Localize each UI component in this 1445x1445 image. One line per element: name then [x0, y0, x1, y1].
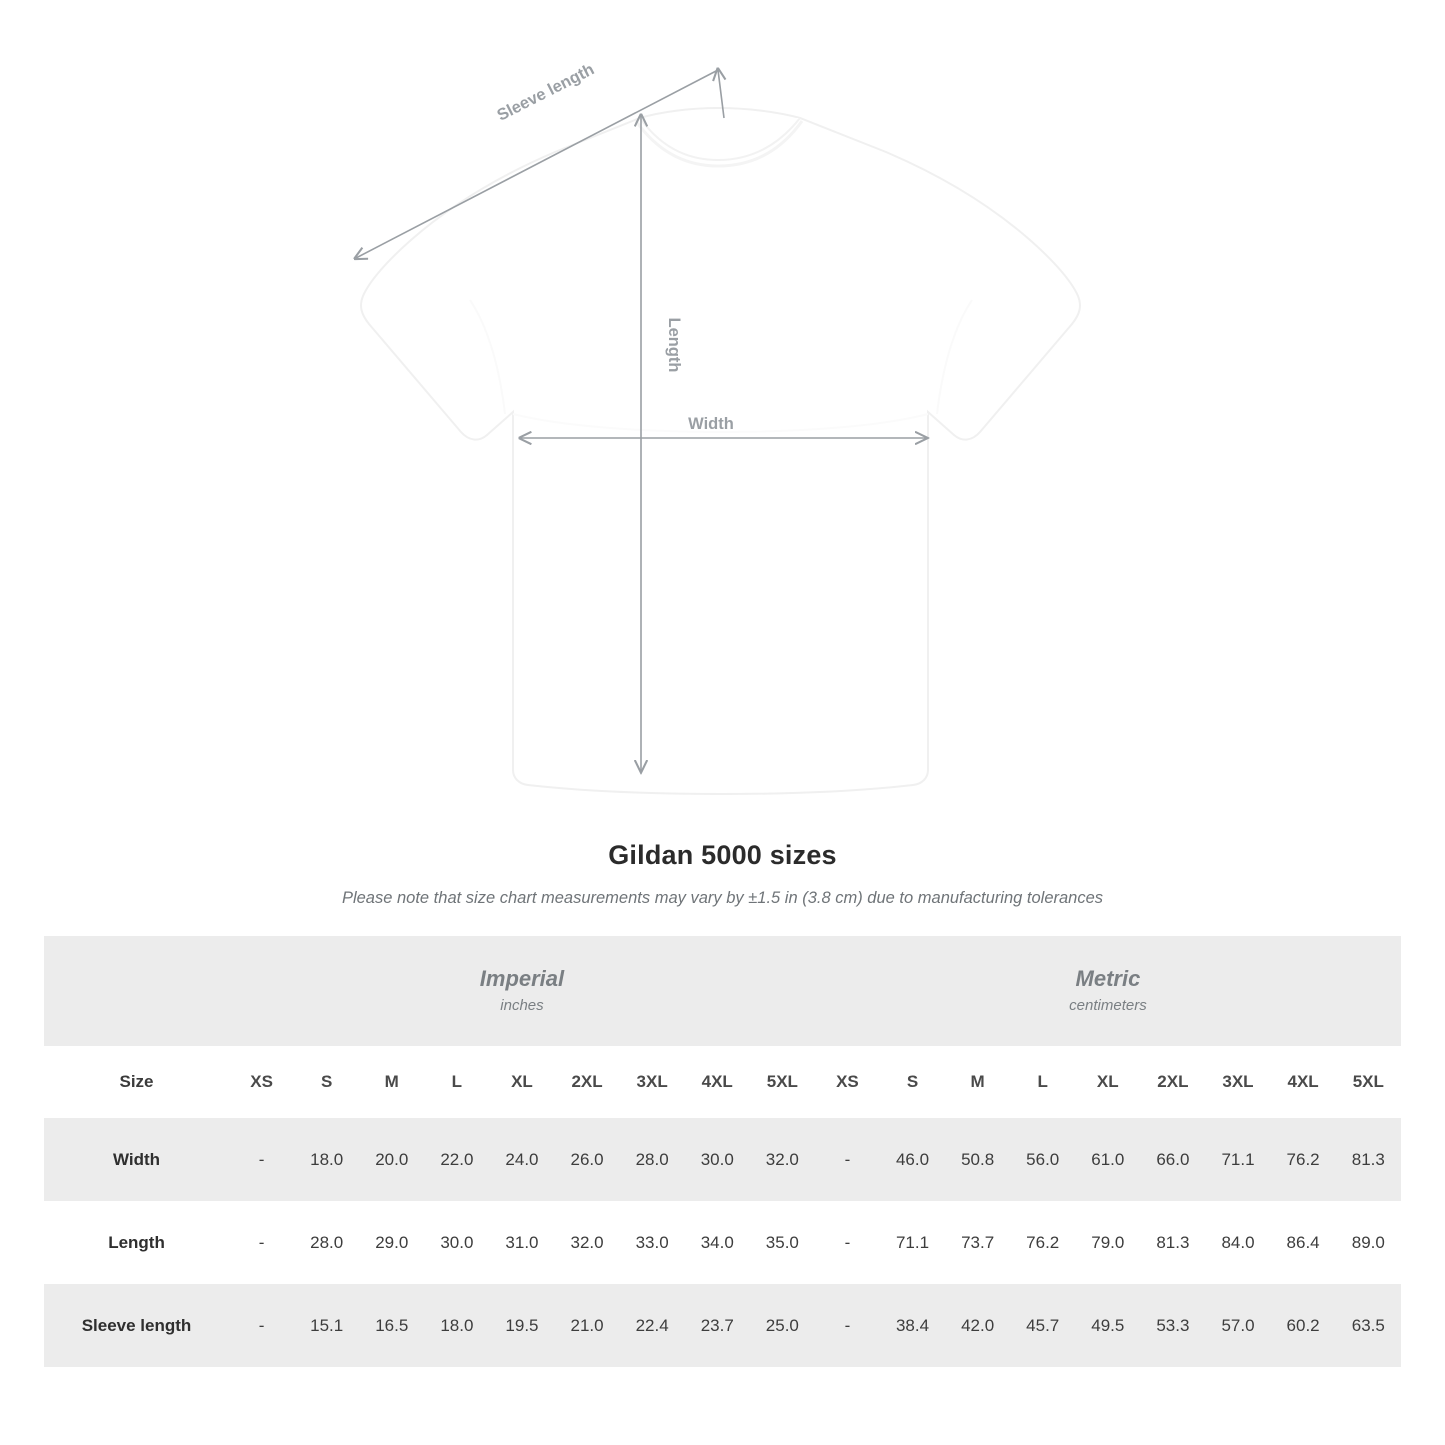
cell-width-imperial-xl: 24.0 — [489, 1118, 554, 1201]
cell-width-metric-xs: - — [815, 1118, 880, 1201]
cell-sleeve-imperial-m: 16.5 — [359, 1284, 424, 1367]
cell-width-metric-l: 56.0 — [1010, 1118, 1075, 1201]
size-col-metric-4xl: 4XL — [1271, 1046, 1336, 1118]
size-col-metric-3xl: 3XL — [1205, 1046, 1270, 1118]
size-header-row — [44, 1046, 1401, 1118]
cell-length-metric-2xl: 81.3 — [1140, 1201, 1205, 1284]
cell-sleeve-metric-l: 45.7 — [1010, 1284, 1075, 1367]
size-col-imperial-xs: XS — [229, 1046, 294, 1118]
size-col-imperial-xl: XL — [489, 1046, 554, 1118]
table-row-length — [44, 1201, 1401, 1284]
cell-width-imperial-l: 22.0 — [424, 1118, 489, 1201]
cell-width-metric-xl: 61.0 — [1075, 1118, 1140, 1201]
unit-group-imperial — [229, 936, 815, 1046]
cell-sleeve-metric-4xl: 60.2 — [1271, 1284, 1336, 1367]
cell-length-imperial-m: 29.0 — [359, 1201, 424, 1284]
cell-width-imperial-3xl: 28.0 — [620, 1118, 685, 1201]
size-col-metric-s: S — [880, 1046, 945, 1118]
cell-width-imperial-2xl: 26.0 — [555, 1118, 620, 1201]
size-col-metric-xs: XS — [815, 1046, 880, 1118]
unit-group-metric-sub: centimeters — [1069, 996, 1147, 1014]
table-row-width — [44, 1118, 1401, 1201]
size-col-metric-xl: XL — [1075, 1046, 1140, 1118]
sleeve-length-label: Sleeve length — [494, 60, 598, 125]
cell-length-metric-4xl: 86.4 — [1271, 1201, 1336, 1284]
cell-width-imperial-5xl: 32.0 — [750, 1118, 815, 1201]
cell-sleeve-metric-xl: 49.5 — [1075, 1284, 1140, 1367]
size-col-metric-2xl: 2XL — [1140, 1046, 1205, 1118]
unit-spacer — [44, 936, 229, 1046]
size-col-imperial-2xl: 2XL — [555, 1046, 620, 1118]
size-header-label: Size — [44, 1046, 229, 1118]
size-col-metric-5xl: 5XL — [1336, 1046, 1401, 1118]
cell-sleeve-imperial-4xl: 23.7 — [685, 1284, 750, 1367]
cell-width-imperial-xs: - — [229, 1118, 294, 1201]
cell-length-imperial-xl: 31.0 — [489, 1201, 554, 1284]
cell-width-metric-2xl: 66.0 — [1140, 1118, 1205, 1201]
row-label-width: Width — [44, 1118, 229, 1201]
unit-group-row — [44, 936, 1401, 1046]
cell-width-imperial-m: 20.0 — [359, 1118, 424, 1201]
unit-group-imperial-name: Imperial — [479, 966, 565, 992]
row-label-length: Length — [44, 1201, 229, 1284]
cell-sleeve-metric-s: 38.4 — [880, 1284, 945, 1367]
cell-sleeve-imperial-3xl: 22.4 — [620, 1284, 685, 1367]
tshirt-shape — [361, 108, 1080, 794]
length-label: Length — [665, 317, 683, 373]
size-col-imperial-4xl: 4XL — [685, 1046, 750, 1118]
cell-sleeve-imperial-s: 15.1 — [294, 1284, 359, 1367]
cell-sleeve-imperial-2xl: 21.0 — [555, 1284, 620, 1367]
unit-group-metric-name: Metric — [1075, 966, 1141, 992]
cell-sleeve-metric-3xl: 57.0 — [1205, 1284, 1270, 1367]
size-col-imperial-m: M — [359, 1046, 424, 1118]
cell-length-metric-5xl: 89.0 — [1336, 1201, 1401, 1284]
cell-width-metric-3xl: 71.1 — [1205, 1118, 1270, 1201]
cell-length-imperial-2xl: 32.0 — [555, 1201, 620, 1284]
cell-width-metric-m: 50.8 — [945, 1118, 1010, 1201]
cell-sleeve-imperial-l: 18.0 — [424, 1284, 489, 1367]
cell-length-metric-l: 76.2 — [1010, 1201, 1075, 1284]
size-chart-table — [44, 936, 1401, 1367]
cell-sleeve-metric-xs: - — [815, 1284, 880, 1367]
cell-length-imperial-s: 28.0 — [294, 1201, 359, 1284]
width-label: Width — [688, 415, 734, 433]
cell-width-imperial-4xl: 30.0 — [685, 1118, 750, 1201]
cell-sleeve-metric-2xl: 53.3 — [1140, 1284, 1205, 1367]
cell-sleeve-imperial-xl: 19.5 — [489, 1284, 554, 1367]
size-chart-table-wrap — [44, 936, 1401, 1367]
cell-length-imperial-3xl: 33.0 — [620, 1201, 685, 1284]
cell-length-metric-3xl: 84.0 — [1205, 1201, 1270, 1284]
cell-length-imperial-l: 30.0 — [424, 1201, 489, 1284]
row-label-sleeve-length: Sleeve length — [44, 1284, 229, 1367]
cell-length-imperial-5xl: 35.0 — [750, 1201, 815, 1284]
cell-width-metric-s: 46.0 — [880, 1118, 945, 1201]
cell-length-metric-m: 73.7 — [945, 1201, 1010, 1284]
size-col-imperial-3xl: 3XL — [620, 1046, 685, 1118]
cell-sleeve-imperial-xs: - — [229, 1284, 294, 1367]
size-col-imperial-s: S — [294, 1046, 359, 1118]
cell-sleeve-imperial-5xl: 25.0 — [750, 1284, 815, 1367]
cell-length-metric-xs: - — [815, 1201, 880, 1284]
cell-sleeve-metric-m: 42.0 — [945, 1284, 1010, 1367]
chart-note: Please note that size chart measurements may vary by ±1.5 in (3.8 cm) due to manufacturing tolerances — [341, 889, 1104, 907]
cell-sleeve-metric-5xl: 63.5 — [1336, 1284, 1401, 1367]
unit-group-metric — [815, 936, 1401, 1046]
cell-length-metric-xl: 79.0 — [1075, 1201, 1140, 1284]
cell-width-metric-5xl: 81.3 — [1336, 1118, 1401, 1201]
chart-title: Gildan 5000 sizes — [608, 840, 837, 870]
unit-group-imperial-sub: inches — [500, 996, 544, 1014]
cell-width-imperial-s: 18.0 — [294, 1118, 359, 1201]
size-col-metric-m: M — [945, 1046, 1010, 1118]
cell-width-metric-4xl: 76.2 — [1271, 1118, 1336, 1201]
size-col-metric-l: L — [1010, 1046, 1075, 1118]
cell-length-imperial-xs: - — [229, 1201, 294, 1284]
cell-length-imperial-4xl: 34.0 — [685, 1201, 750, 1284]
size-col-imperial-l: L — [424, 1046, 489, 1118]
size-col-imperial-5xl: 5XL — [750, 1046, 815, 1118]
table-row-sleeve-length — [44, 1284, 1401, 1367]
title-block — [0, 840, 1445, 908]
cell-length-metric-s: 71.1 — [880, 1201, 945, 1284]
